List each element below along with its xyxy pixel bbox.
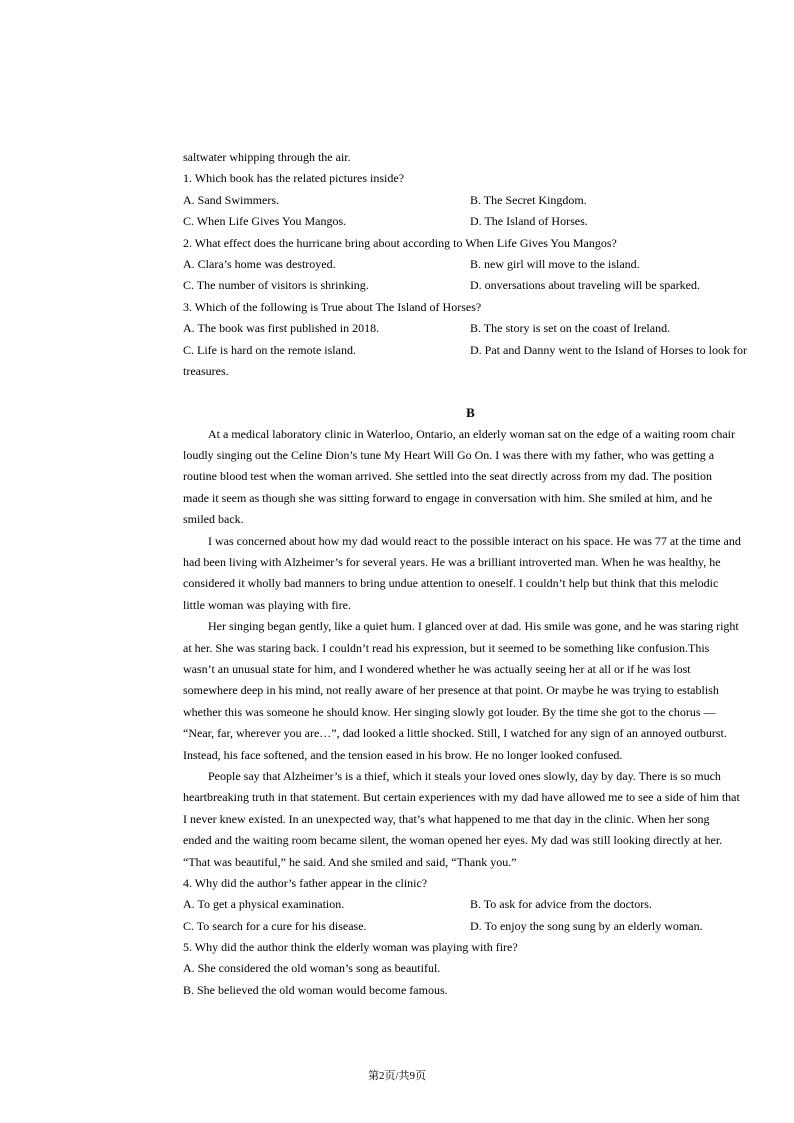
paragraph-line: little woman was playing with fire. (183, 597, 351, 612)
paragraph-line: smiled back. (183, 512, 244, 527)
question-3-stem: 3. Which of the following is True about The Island of Horses? (183, 299, 482, 314)
question-3-option-a: A. The book was first published in 2018. (183, 321, 380, 336)
question-4-option-d: D. To enjoy the song sung by an elderly woman. (470, 918, 703, 933)
question-2-option-a: A. Clara’s home was destroyed. (183, 256, 336, 271)
paragraph-line: “Near, far, wherever you are…”, dad looked a little shocked. Still, I watched for any sign of an annoyed outburst. (183, 726, 727, 741)
paragraph-line: Her singing began gently, like a quiet hum. I glanced over at dad. His smile was gone, and he was staring right (208, 619, 739, 634)
question-2-options-row-1 (183, 254, 758, 275)
paragraph-line: routine blood test when the woman arrived. She settled into the seat directly across from my dad. The position (183, 469, 712, 484)
question-3-option-d: D. Pat and Danny went to the Island of Horses to look for (470, 342, 747, 357)
paragraph-line: I never knew existed. In an unexpected way, that’s what happened to me that day in the clinic. When her song (183, 811, 710, 826)
question-1-option-a: A. Sand Swimmers. (183, 192, 279, 207)
continuation-text: saltwater whipping through the air. (183, 150, 351, 164)
question-1-stem: 1. Which book has the related pictures inside? (183, 171, 405, 186)
paragraph-line: whether this was someone he should know. Her singing slowly got louder. By the time she got to the chorus — (183, 704, 716, 719)
passage-paragraph-4 (183, 766, 758, 873)
paragraph-line: at her. She was staring back. I couldn’t read his expression, but it seemed to be something like confusion.This (183, 640, 710, 655)
question-1-option-c: C. When Life Gives You Mangos. (183, 214, 347, 229)
paragraph-line: wasn’t an unusual state for him, and I wondered whether he was actually seeing her at all or if he was lost (183, 661, 691, 676)
question-2-option-c: C. The number of visitors is shrinking. (183, 278, 369, 293)
question-5-stem: 5. Why did the author think the elderly woman was playing with fire? (183, 940, 518, 955)
section-b-title: B (466, 405, 475, 421)
question-3-options-row-2 (183, 340, 758, 361)
question-5-option-a: A. She considered the old woman’s song as beautiful. (183, 961, 441, 976)
paragraph-line: somewhere deep in his mind, not really aware of her presence at that point. Or maybe he was trying to establish (183, 683, 719, 698)
question-1-option-d: D. The Island of Horses. (470, 214, 588, 229)
paragraph-line: At a medical laboratory clinic in Waterloo, Ontario, an elderly woman sat on the edge of a waiting room chair (208, 426, 735, 441)
document-page (183, 147, 758, 1001)
question-1-option-b: B. The Secret Kingdom. (470, 192, 587, 207)
question-5-option-b: B. She believed the old woman would become famous. (183, 982, 448, 997)
question-1-options-row-2 (183, 211, 758, 232)
question-4-options-row-2 (183, 916, 758, 937)
question-2-option-b: B. new girl will move to the island. (470, 256, 640, 271)
paragraph-line: had been living with Alzheimer’s for several years. He was a brilliant introverted man. When he was healthy, he (183, 555, 721, 570)
paragraph-line: “That was beautiful,” he said. And she smiled and said, “Thank you.” (183, 854, 517, 869)
question-2-option-d: D. onversations about traveling will be sparked. (470, 278, 700, 293)
question-4-option-a: A. To get a physical examination. (183, 897, 345, 912)
question-4-option-b: B. To ask for advice from the doctors. (470, 897, 652, 912)
question-2-options-row-2 (183, 275, 758, 296)
question-4-stem: 4. Why did the author’s father appear in the clinic? (183, 875, 428, 890)
passage-paragraph-1 (183, 424, 758, 531)
paragraph-line: made it seem as though she was sitting forward to engage in conversation with him. She smiled at him, and he (183, 490, 713, 505)
paragraph-line: loudly singing out the Celine Dion’s tune My Heart Will Go On. I was there with my father, who was getting a (183, 448, 715, 463)
page-indicator: 第2页/共9页 (367, 1070, 427, 1082)
question-4-option-c: C. To search for a cure for his disease. (183, 918, 367, 933)
paragraph-line: I was concerned about how my dad would react to the possible interact on his space. He was 77 at the time and (208, 533, 741, 548)
paragraph-line: People say that Alzheimer’s is a thief, which it steals your loved ones slowly, day by day. There is so much (208, 768, 721, 783)
paragraph-line: heartbreaking truth in that statement. But certain experiences with my dad have allowed me to see a side of him that (183, 790, 740, 805)
passage-paragraph-2 (183, 531, 758, 617)
question-3-options-row-1 (183, 318, 758, 339)
question-3-option-b: B. The story is set on the coast of Ireland. (470, 321, 671, 336)
paragraph-line: Instead, his face softened, and the tension eased in his brow. He no longer looked confused. (183, 747, 623, 762)
paragraph-line: considered it wholly bad manners to bring undue attention to oneself. I couldn’t help but think that this melodic (183, 576, 719, 591)
question-4-options-row-1 (183, 894, 758, 915)
question-3-option-c: C. Life is hard on the remote island. (183, 342, 356, 357)
paragraph-line: ended and the waiting room became silent, the woman opened her eyes. My dad was still looking directly at her. (183, 833, 723, 848)
question-1-options-row-1 (183, 190, 758, 211)
passage-paragraph-3 (183, 616, 758, 766)
question-2-stem: 2. What effect does the hurricane bring about according to When Life Gives You Mangos? (183, 235, 617, 250)
question-3-option-d-wrap: treasures. (183, 363, 229, 378)
